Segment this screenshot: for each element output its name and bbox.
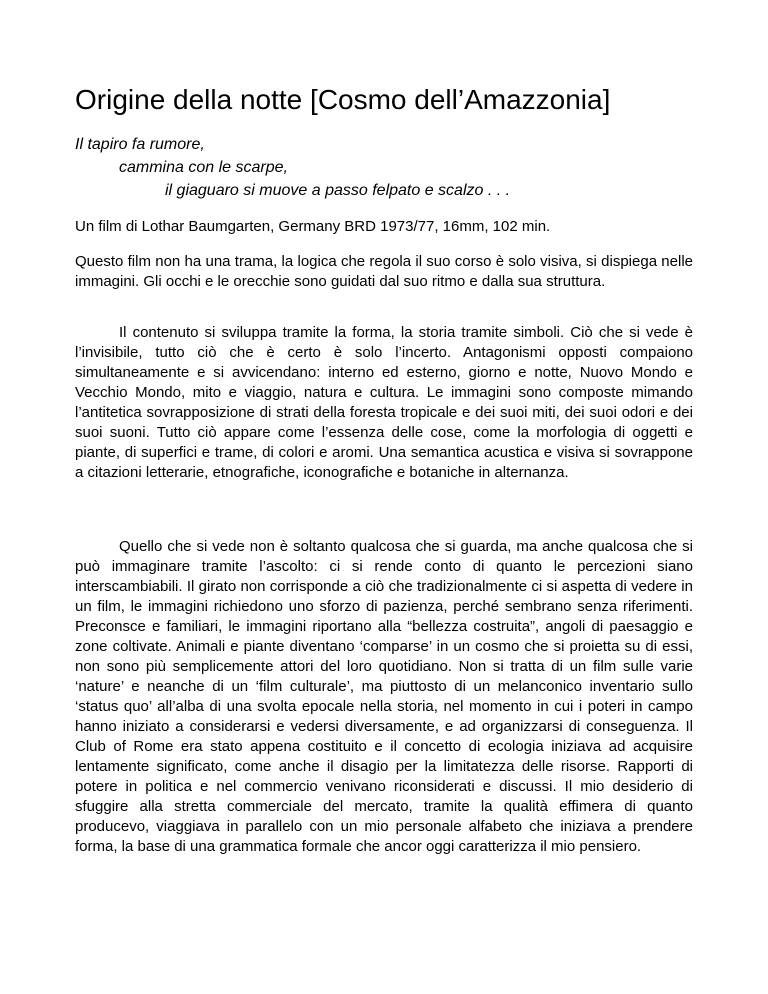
paragraph-2: Il contenuto si sviluppa tramite la forma, la storia tramite simboli. Ciò che si vede è l’invisibile, tutto ciò che è certo è solo l’incerto. Antagonismi opposti compaiono simultaneamente e si avvicendano: interno ed esterno, giorno e notte, Nuovo Mondo e Vecchio Mondo, mito e viaggio, natura e cultura. Le immagini sono composte mimando l’antitetica sovrapposizione di strati della foresta tropicale e dei suoi miti, dei suoi odori e dei suoi suoni. Tutto ciò appare come l’essenza delle cose, come la morfologia di oggetti e piante, di superfici e trame, di colori e aromi. Una semantica acustica e visiva si sovrappone a citazioni letterarie, etnografiche, iconografiche e botaniche in alternanza. [75, 324, 693, 481]
paragraph-3: Quello che si vede non è soltanto qualcosa che si guarda, ma anche qualcosa che si può immaginare tramite l’ascolto: ci si rende conto di quanto le percezioni siano interscambiabili. Il girato non corrisponde a ciò che tradizionalmente ci si aspetta di vedere in un film, le immagini richiedono uno sforzo di pazienza, perché sembrano senza riferimenti. Preconsce e familiari, le immagini riportano alla “bellezza costruita”, angoli di paesaggio e zone coltivate. Animali e piante diventano ‘comparse’ in un cosmo che si proietta su di essi, non sono più semplicemente attori del loro quotidiano. Non si tratta di un film sulle varie ‘nature’ e neanche di un ‘film culturale’, ma piuttosto di un melanconico inventario sullo ‘status quo’ all’alba di una svolta epocale nella storia, nel momento in cui i poteri in campo hanno iniziato a considerarsi e vedersi diversamente, e ad organizzarsi di conseguenza. Il Club of Rome era stato appena costituito e il concetto di ecologia iniziava ad acquisire lentamente significato, come anche il disagio per la limitatezza delle risorse. Rapporti di potere in politica e nel commercio venivano riconsiderati e discussi. Il mio desiderio di sfuggire alla stretta commerciale del mercato, tramite la qualità effimera di quanto producevo, viaggiava in parallelo con un mio personale alfabeto che iniziava a prendere forma, la base di una grammatica formale che ancor oggi caratterizza il mio pensiero. [75, 538, 693, 855]
paragraph-1: Questo film non ha una trama, la logica che regola il suo corso è solo visiva, si dispiega nelle immagini. Gli occhi e le orecchie sono guidati dal suo ritmo e dalla sua struttura. [75, 253, 693, 290]
page-title: Origine della notte [Cosmo dell’Amazzonia] [75, 84, 611, 115]
film-credits: Un film di Lothar Baumgarten, Germany BRD 1973/77, 16mm, 102 min. [75, 218, 551, 235]
poem-line-3: il giaguaro si muove a passo felpato e scalzo . . . [165, 182, 511, 199]
poem-line-2: cammina con le scarpe, [119, 159, 288, 176]
poem-epigraph [75, 133, 510, 202]
poem-line-1: Il tapiro fa rumore, [75, 136, 205, 153]
